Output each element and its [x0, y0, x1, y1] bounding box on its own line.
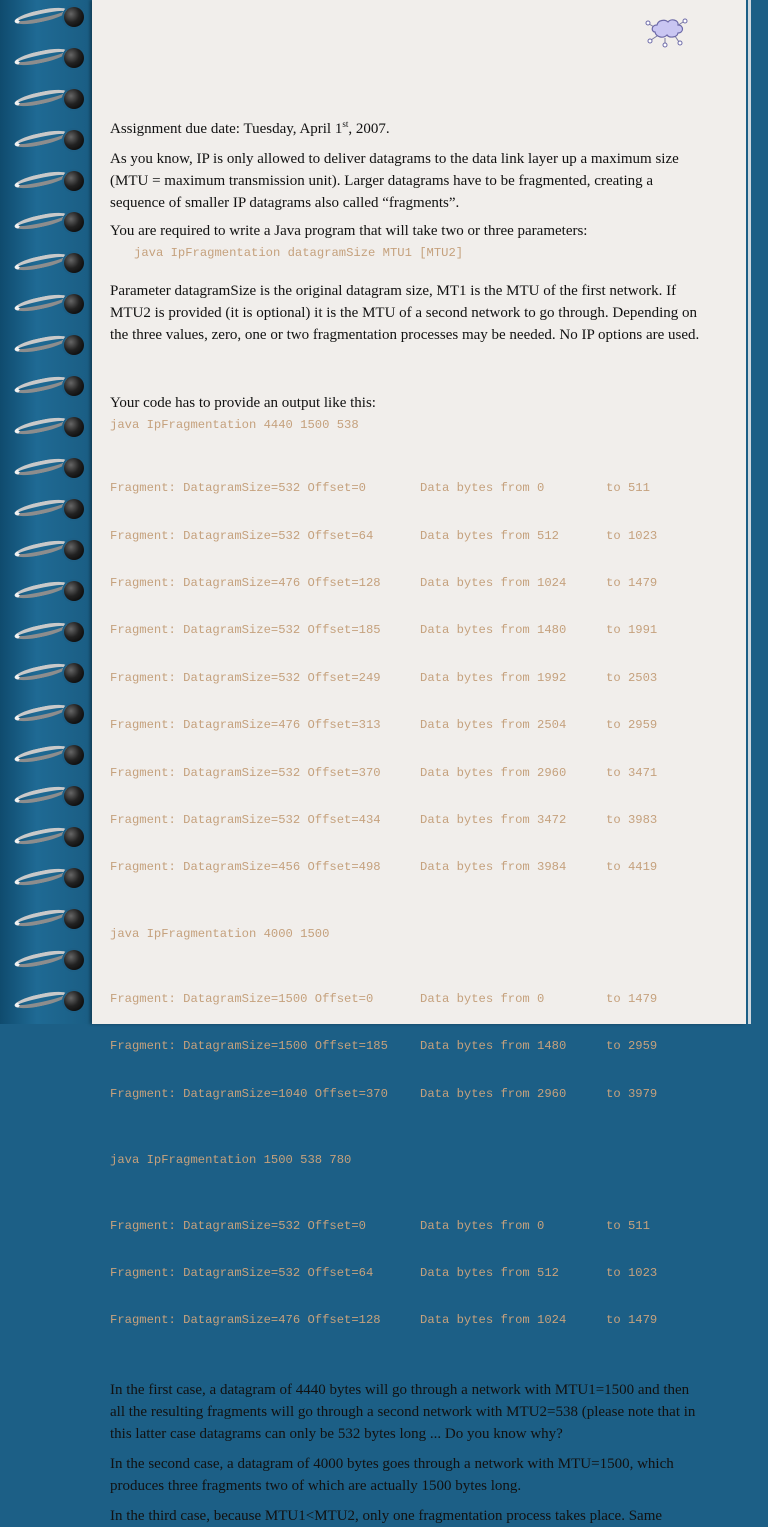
fragment-line: Fragment: DatagramSize=532 Offset=0 Data bytes from 0 to 511 — [110, 481, 650, 496]
ring-wire — [13, 661, 68, 684]
ring-wire — [13, 579, 68, 602]
ring-wire — [13, 46, 68, 69]
fragment-line: Fragment: DatagramSize=476 Offset=313 Data bytes from 2504 to 2959 — [110, 718, 658, 733]
fragment-line: Fragment: DatagramSize=532 Offset=185 Data bytes from 1480 to 1991 — [110, 623, 658, 638]
example-output-1 — [110, 450, 706, 908]
binding-hole — [64, 294, 84, 314]
fragment-line: Fragment: DatagramSize=476 Offset=128 Data bytes from 1024 to 1479 — [110, 575, 658, 590]
parameter-paragraph: Parameter datagramSize is the original datagram size, MT1 is the MTU of the first network. If MTU2 is provided (it is optional) it is the MTU of a second network to go through. Depending on the three values, zero, one or two fragmentation processes may be needed. No IP options are used. — [110, 282, 700, 343]
ring-wire — [13, 538, 68, 561]
due-date: Assignment due date: Tuesday, April 1st, 2007. — [110, 119, 390, 137]
spiral-ring-icon — [14, 701, 86, 727]
binding-hole — [64, 991, 84, 1011]
third-case-paragraph: In the third case, because MTU1<MTU2, only one fragmentation process takes place. Same — [110, 1507, 663, 1524]
second-case-paragraph: In the second case, a datagram of 4000 bytes goes through a network with MTU=1500, which produces three fragments two of which are actually 1500 bytes long. — [110, 1455, 674, 1494]
fragment-line: Fragment: DatagramSize=532 Offset=64 Data bytes from 512 to 1023 — [110, 528, 658, 543]
binding-hole — [64, 48, 84, 68]
ring-wire — [13, 128, 68, 151]
fragment-line: Fragment: DatagramSize=532 Offset=434 Data bytes from 3472 to 3983 — [110, 812, 658, 827]
binding-hole — [64, 868, 84, 888]
assignment-content — [110, 118, 706, 1527]
binding-hole — [64, 458, 84, 478]
binding-hole — [64, 417, 84, 437]
binding-hole — [64, 581, 84, 601]
binding-hole — [64, 786, 84, 806]
binding-hole — [64, 171, 84, 191]
page-edge — [746, 0, 768, 1024]
ring-wire — [13, 87, 68, 110]
fragment-line: Fragment: DatagramSize=456 Offset=498 Data bytes from 3984 to 4419 — [110, 860, 658, 875]
spiral-ring-icon — [14, 414, 86, 440]
binding-hole — [64, 499, 84, 519]
usage-line: java IpFragmentation datagramSize MTU1 [MTU2] — [134, 246, 464, 260]
binding-hole — [64, 253, 84, 273]
ring-wire — [13, 210, 68, 233]
binding-hole — [64, 376, 84, 396]
spiral-ring-icon — [14, 660, 86, 686]
fragment-line: Fragment: DatagramSize=1500 Offset=0 Data bytes from 0 to 1479 — [110, 992, 658, 1007]
example-output-3 — [110, 1187, 706, 1361]
ring-wire — [13, 374, 68, 397]
ring-wire — [13, 825, 68, 848]
fragment-line: Fragment: DatagramSize=532 Offset=249 Data bytes from 1992 to 2503 — [110, 670, 658, 685]
output-intro: Your code has to provide an output like this: — [110, 394, 376, 411]
ring-wire — [13, 169, 68, 192]
binding-hole — [64, 950, 84, 970]
spiral-ring-icon — [14, 619, 86, 645]
ring-wire — [13, 415, 68, 438]
ring-wire — [13, 784, 68, 807]
spiral-ring-icon — [14, 578, 86, 604]
ring-wire — [13, 292, 68, 315]
ring-wire — [13, 948, 68, 971]
fragment-line: Fragment: DatagramSize=476 Offset=128 Data bytes from 1024 to 1479 — [110, 1313, 658, 1328]
ring-wire — [13, 620, 68, 643]
spiral-ring-icon — [14, 865, 86, 891]
example-command-2: java IpFragmentation 4000 1500 — [110, 926, 330, 941]
spiral-ring-icon — [14, 332, 86, 358]
spiral-ring-icon — [14, 209, 86, 235]
ring-wire — [13, 5, 68, 28]
spiral-ring-icon — [14, 988, 86, 1014]
spiral-ring-icon — [14, 291, 86, 317]
spiral-ring-icon — [14, 86, 86, 112]
ring-wire — [13, 743, 68, 766]
spiral-ring-icon — [14, 373, 86, 399]
spiral-ring-icon — [14, 496, 86, 522]
fragment-line: Fragment: DatagramSize=532 Offset=64 Data bytes from 512 to 1023 — [110, 1266, 658, 1281]
spiral-ring-icon — [14, 742, 86, 768]
ring-wire — [13, 866, 68, 889]
fragment-line: Fragment: DatagramSize=1040 Offset=370 Data bytes from 2960 to 3979 — [110, 1086, 658, 1101]
first-case-paragraph: In the first case, a datagram of 4440 bytes will go through a network with MTU1=1500 and then all the resulting fragments will go through a second network with MTU2=538 (please note that in this latter case datagrams can only be 532 bytes long ... Do you know why? — [110, 1381, 696, 1442]
spiral-ring-icon — [14, 250, 86, 276]
binding-hole — [64, 704, 84, 724]
binding-hole — [64, 335, 84, 355]
cloud-network-icon — [643, 14, 691, 48]
binding-hole — [64, 89, 84, 109]
spiral-ring-icon — [14, 947, 86, 973]
ring-wire — [13, 907, 68, 930]
example-output-2 — [110, 961, 706, 1135]
spiral-ring-icon — [14, 537, 86, 563]
fragment-line: Fragment: DatagramSize=532 Offset=370 Data bytes from 2960 to 3471 — [110, 765, 658, 780]
spiral-ring-icon — [14, 455, 86, 481]
ring-wire — [13, 702, 68, 725]
binding-hole — [64, 663, 84, 683]
ring-wire — [13, 251, 68, 274]
binding-hole — [64, 130, 84, 150]
ring-wire — [13, 456, 68, 479]
binding-hole — [64, 745, 84, 765]
spiral-ring-icon — [14, 45, 86, 71]
intro-paragraph: As you know, IP is only allowed to deliver datagrams to the data link layer up a maximum size (MTU = maximum transmission unit). Larger datagrams have to be fragmented, creating a sequence of smaller IP datagrams also called “fragments”. — [110, 151, 679, 211]
binding-hole — [64, 909, 84, 929]
ring-wire — [13, 989, 68, 1012]
spiral-ring-icon — [14, 824, 86, 850]
binding-hole — [64, 827, 84, 847]
spiral-ring-icon — [14, 4, 86, 30]
spiral-ring-icon — [14, 906, 86, 932]
spiral-ring-icon — [14, 127, 86, 153]
binding-hole — [64, 622, 84, 642]
ring-wire — [13, 497, 68, 520]
binding-hole — [64, 7, 84, 27]
spiral-ring-icon — [14, 168, 86, 194]
binding-hole — [64, 212, 84, 232]
example-command-1: java IpFragmentation 4440 1500 538 — [110, 417, 359, 432]
fragment-line: Fragment: DatagramSize=1500 Offset=185 Data bytes from 1480 to 2959 — [110, 1039, 658, 1054]
example-command-3: java IpFragmentation 1500 538 780 — [110, 1153, 352, 1168]
spiral-ring-icon — [14, 783, 86, 809]
ring-wire — [13, 333, 68, 356]
fragment-line: Fragment: DatagramSize=532 Offset=0 Data bytes from 0 to 511 — [110, 1218, 650, 1233]
requirement-paragraph: You are required to write a Java program that will take two or three parameters: — [110, 223, 588, 239]
binding-hole — [64, 540, 84, 560]
